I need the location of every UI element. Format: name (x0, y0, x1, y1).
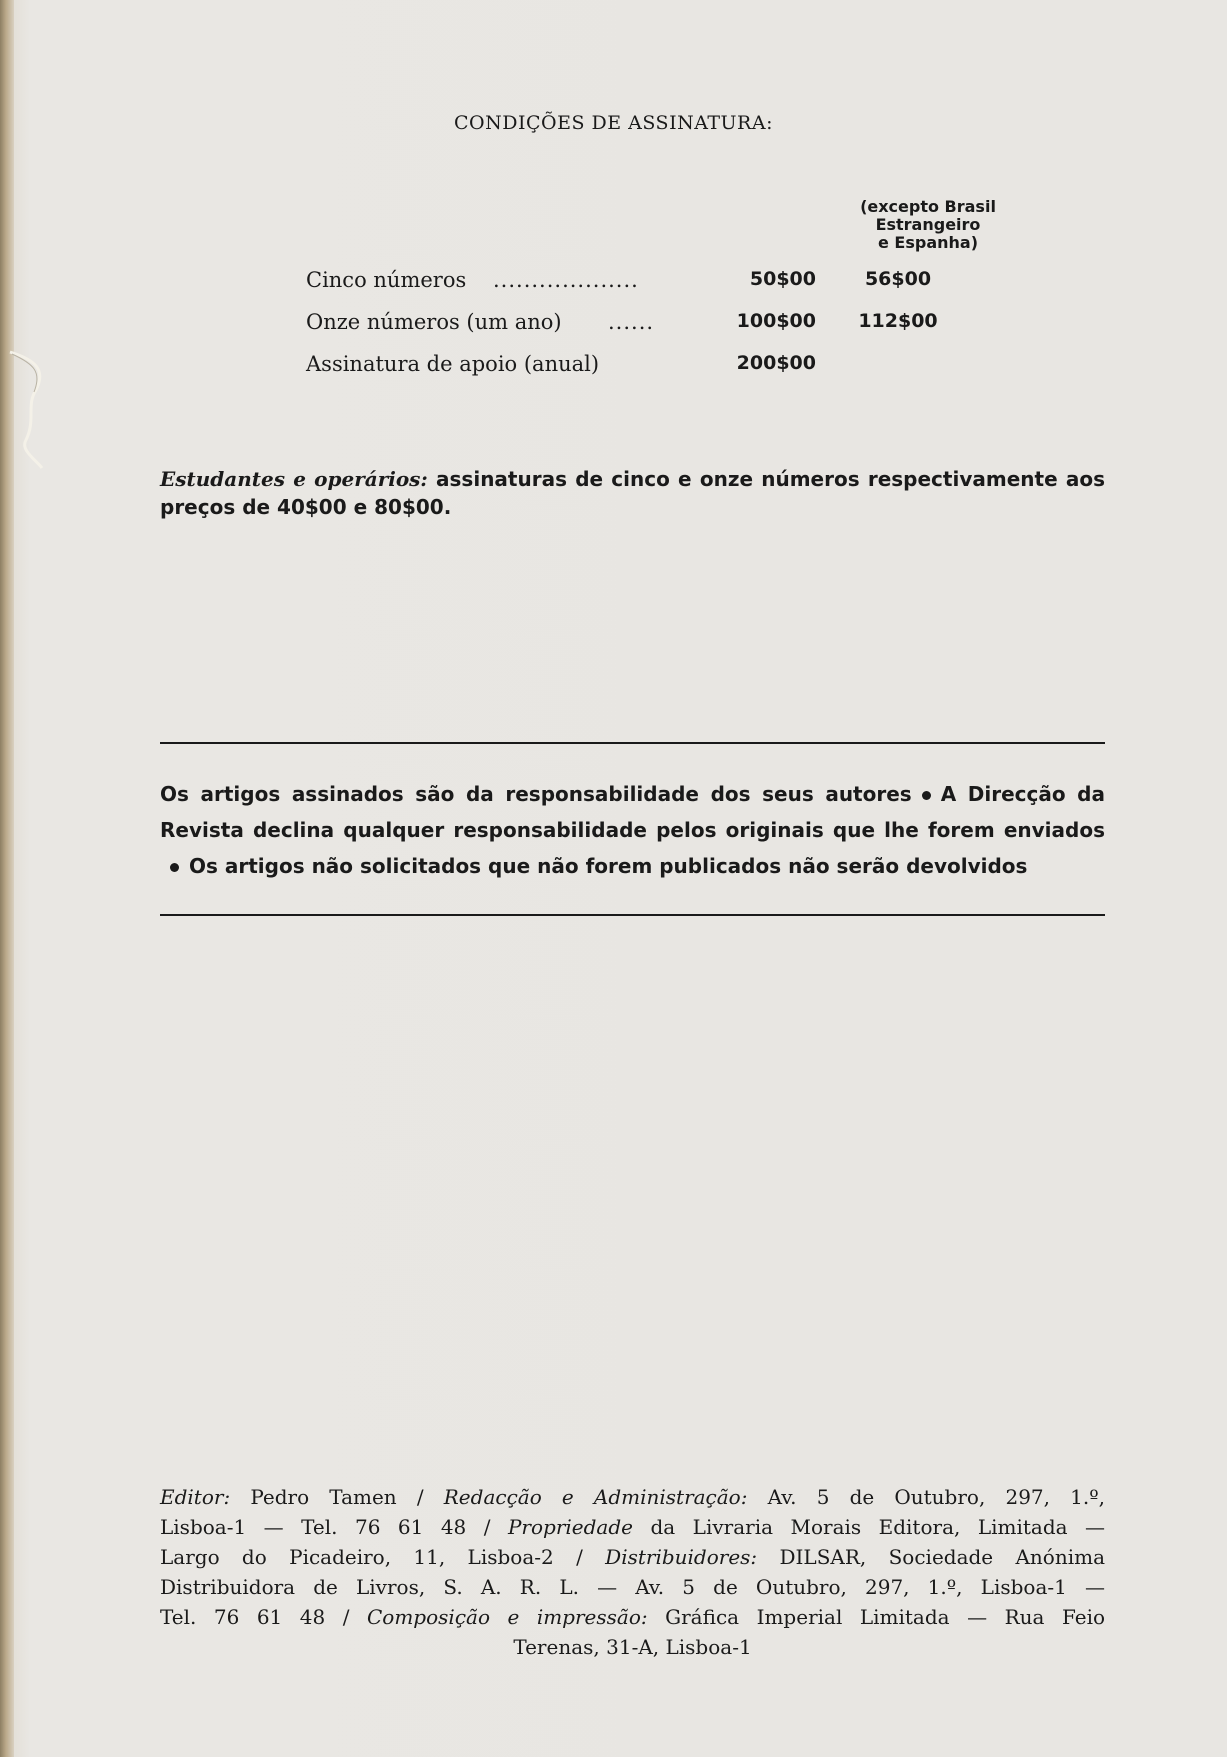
page-binding-edge (0, 0, 14, 1757)
distribuidores-phone: Tel. 76 61 48 (160, 1605, 326, 1629)
imprint-line: Terenas, 31-A, Lisboa-1 (513, 1635, 752, 1659)
note-line: Estrangeiro (875, 215, 981, 234)
imprint-block (160, 1482, 1105, 1662)
price-row (0, 310, 1227, 338)
students-paragraph (160, 465, 1105, 521)
page-title: CONDIÇÕES DE ASSINATURA: (453, 112, 773, 134)
price-row (0, 268, 1227, 296)
notice-part: A Direcção da Revista declina qualquer responsabilidade pelos originais que lhe forem enviados (160, 782, 1105, 842)
notice-part: Os artigos assinados são da responsabilidade dos seus autores (160, 782, 912, 806)
leader-dots: ................... (493, 268, 639, 292)
propriedade-address: Largo do Picadeiro, 11, Lisboa-2 (160, 1545, 554, 1569)
price-label: Onze números (um ano) (306, 310, 562, 334)
notice-paragraph (160, 776, 1105, 884)
price-row (0, 352, 1227, 380)
imprint-line: Largo do Picadeiro, 11, Lisboa-2 / Distribuidores: DILSAR, Sociedade Anónima (160, 1545, 1106, 1569)
price-label: Assinatura de apoio (anual) (306, 352, 600, 376)
price-portugal: 200$00 (736, 352, 816, 374)
editor-name: Pedro Tamen (250, 1485, 397, 1509)
redaccao-label: Redacção e Administração: (443, 1485, 748, 1509)
imprint-line: Lisboa-1 — Tel. 76 61 48 / Propriedade da Livraria Morais Editora, Limitada — (160, 1515, 1106, 1539)
divider-top (160, 742, 1105, 744)
distribuidores-text: DILSAR, Sociedade Anónima (779, 1545, 1106, 1569)
price-portugal: 50$00 (749, 268, 816, 290)
bullet-icon (170, 863, 179, 872)
students-lead: Estudantes e operários: (160, 467, 428, 491)
editor-label: Editor: (160, 1485, 231, 1509)
imprint-line: Editor: Pedro Tamen / Redacção e Administração: Av. 5 de Outubro, 297, 1.º, (160, 1485, 1106, 1509)
bullet-icon (922, 791, 931, 800)
divider-bottom (160, 914, 1105, 916)
notice-part: Os artigos não solicitados que não forem publicados não serão devolvidos (189, 854, 1028, 878)
distribuidores-label: Distribuidores: (605, 1545, 758, 1569)
imprint-line: Tel. 76 61 48 / Composição e impressão: Gráfica Imperial Limitada — Rua Feio (160, 1605, 1106, 1629)
redaccao-address: Av. 5 de Outubro, 297, 1.º, (767, 1485, 1106, 1509)
imprint-line: Distribuidora de Livros, S. A. R. L. — Av. 5 de Outubro, 297, 1.º, Lisboa-1 — (160, 1575, 1105, 1599)
redaccao-phone: Lisboa-1 — Tel. 76 61 48 (160, 1515, 467, 1539)
price-label: Cinco números (306, 268, 467, 292)
composicao-text: Gráfica Imperial Limitada — Rua Feio (665, 1605, 1106, 1629)
students-text: assinaturas de cinco e onze números respectivamente aos preços de 40$00 e 80$00. (160, 467, 1105, 519)
propriedade-text: da Livraria Morais Editora, Limitada — (650, 1515, 1106, 1539)
note-line: e Espanha) (877, 233, 978, 252)
leader-dots: ...... (608, 310, 655, 334)
propriedade-label: Propriedade (507, 1515, 633, 1539)
price-portugal: 100$00 (736, 310, 816, 332)
price-abroad: 56$00 (864, 268, 932, 290)
price-abroad: 112$00 (858, 310, 938, 332)
composicao-label: Composição e impressão: (367, 1605, 648, 1629)
price-column-note (838, 198, 1018, 252)
note-line: (excepto Brasil (860, 197, 996, 216)
